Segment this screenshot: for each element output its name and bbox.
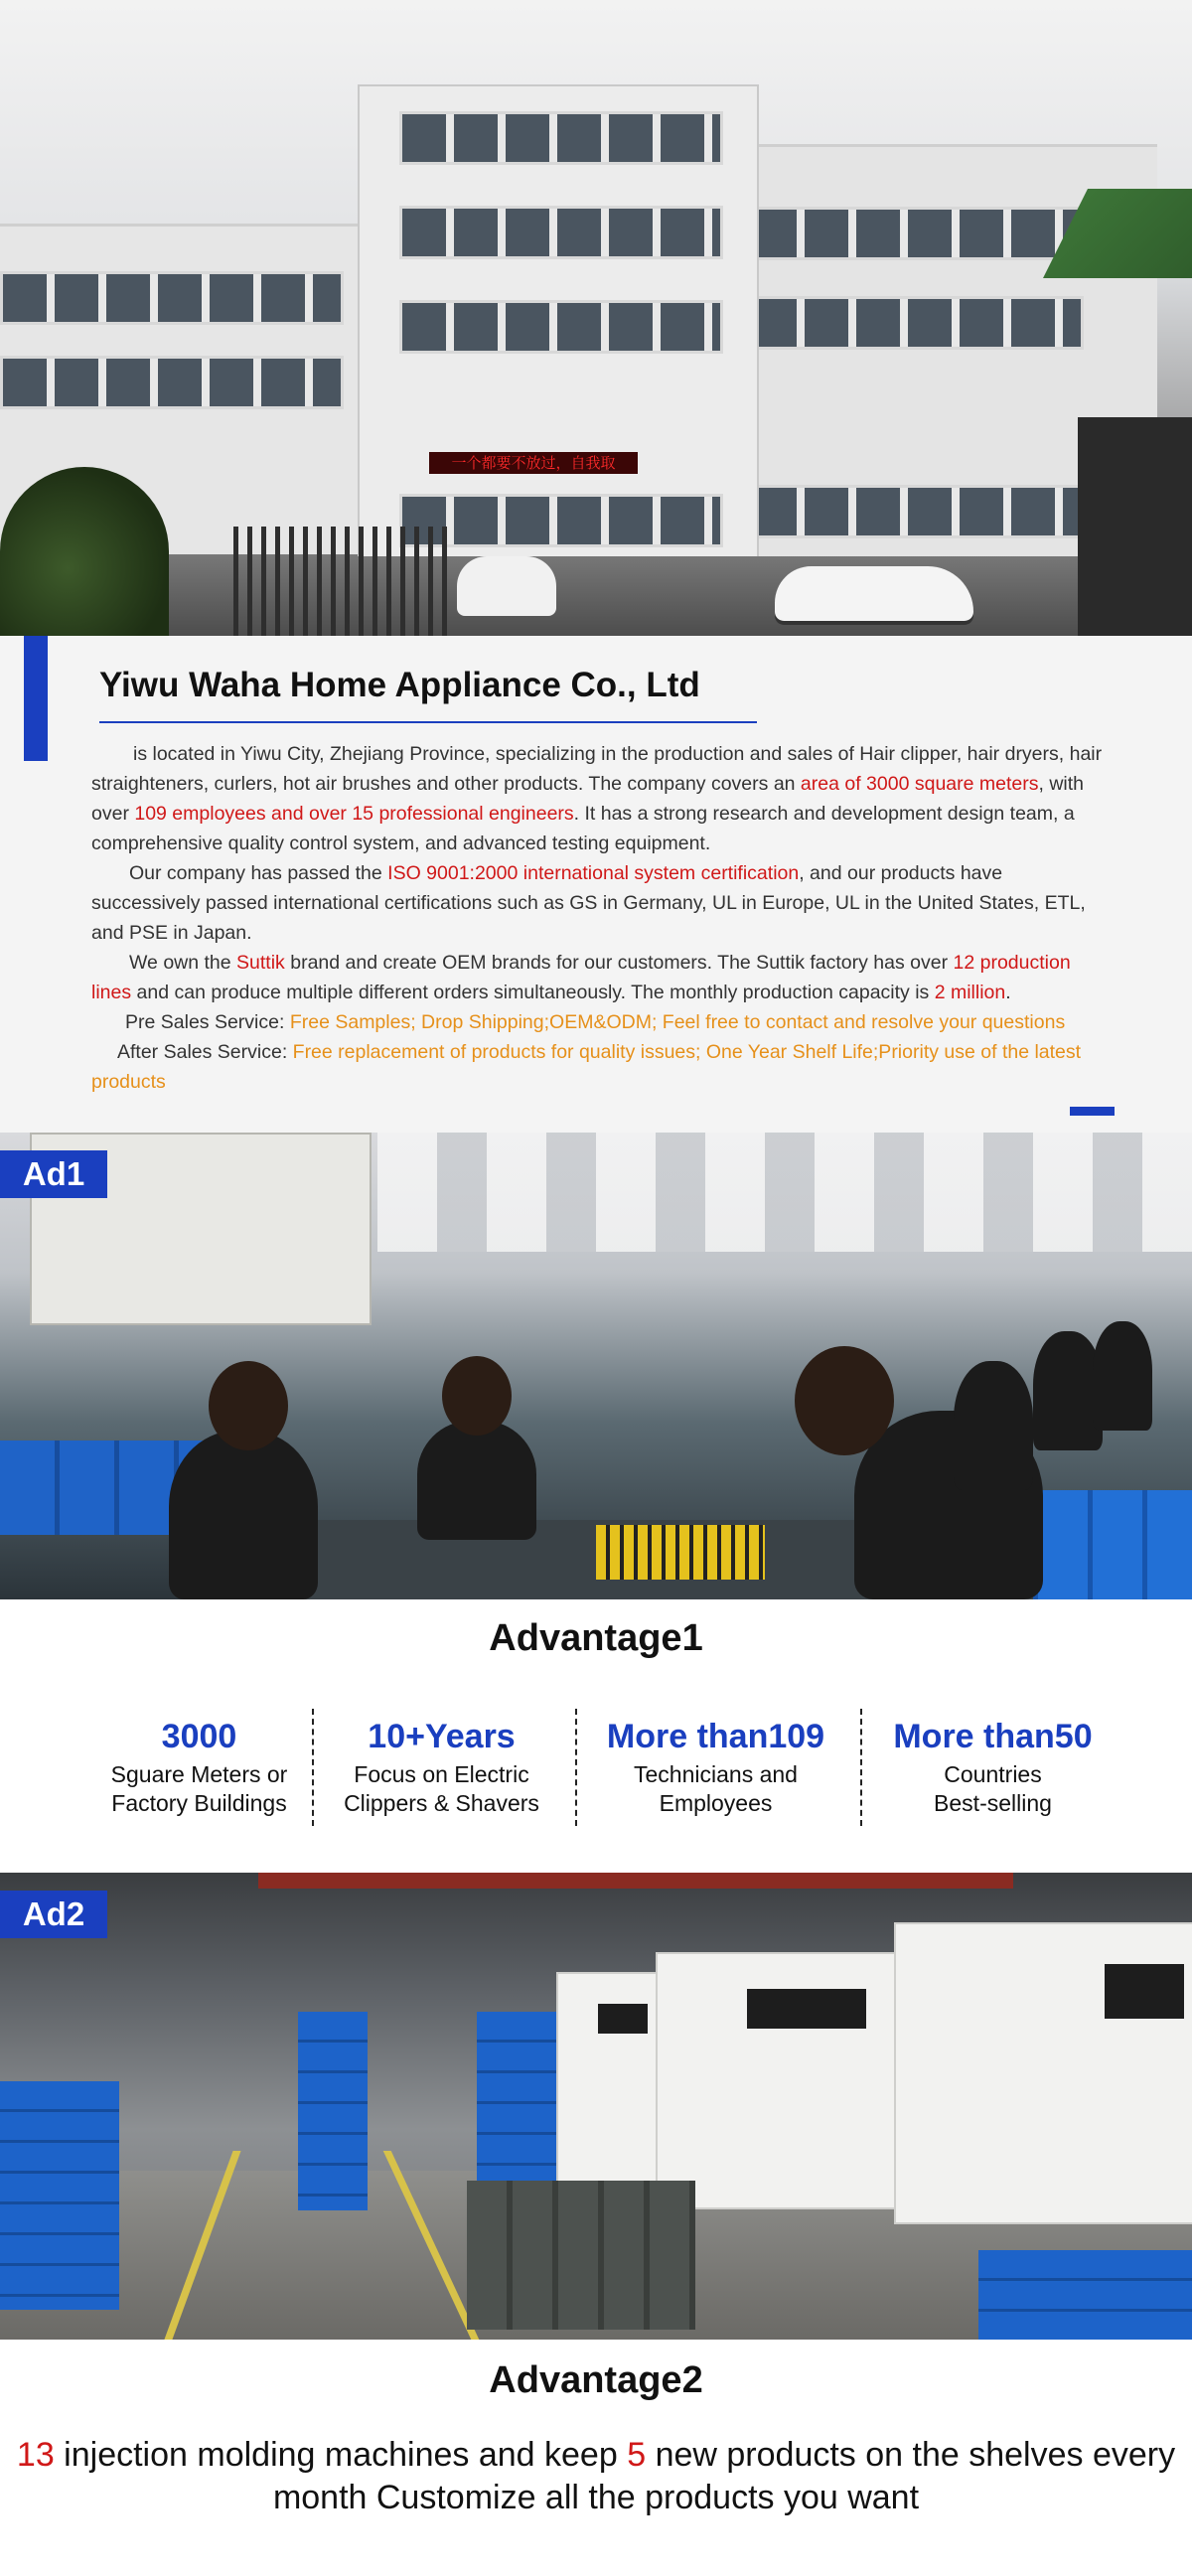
certification-paragraph: [91, 858, 1105, 948]
guard-booth: [1078, 417, 1192, 636]
blue-crate-stack: [477, 2012, 556, 2181]
highlighted-text: 13: [16, 2436, 55, 2474]
window-row: [399, 300, 723, 354]
assembly-workshop-photo: [0, 1133, 1192, 1599]
text-run: Pre Sales Service:: [125, 1011, 290, 1033]
window-row: [399, 206, 723, 259]
company-intro: [0, 636, 1192, 1133]
text-run: . It has a strong research and development design team, a comprehensive quality control system, and advanced testing equipment.: [91, 803, 1075, 854]
highlighted-text: ISO 9001:2000 international system certification: [387, 862, 800, 884]
parked-car: [457, 556, 556, 616]
machine-panel: [747, 1989, 866, 2029]
text-run: , and our products have successively passed international certifications such as GS in Germany, UL in Europe, UL in the United States, ETL, and PSE in Japan.: [91, 862, 1086, 944]
highlighted-text: area of 3000 square meters: [800, 773, 1039, 795]
advantage2-section: [0, 2340, 1192, 2576]
mold-blocks: [467, 2181, 695, 2330]
worker: [417, 1421, 536, 1540]
stat-countries: [861, 1717, 1124, 1818]
palm-tree: [0, 467, 169, 636]
advantage2-description: [0, 2434, 1192, 2519]
brand-paragraph: [91, 948, 1105, 1007]
worker-head: [209, 1361, 288, 1450]
company-description: [91, 739, 1105, 1097]
highlighted-text: Free replacement of products for quality issues; One Year Shelf Life;Priority use of the latest products: [91, 1041, 1082, 1093]
machine-panel: [598, 2004, 648, 2034]
highlighted-text: Free Samples; Drop Shipping;OEM&ODM; Feel free to contact and resolve your questions: [289, 1011, 1066, 1033]
stat-value: 3000: [161, 1718, 237, 1755]
highlighted-text: 109 employees and over 15 professional engineers: [134, 803, 574, 825]
ground: [0, 556, 1192, 636]
worker: [954, 1361, 1033, 1490]
ceiling-lights: [377, 1133, 1192, 1252]
intro-paragraph: [91, 739, 1105, 858]
worker-head: [442, 1356, 512, 1436]
retractable-gate: [233, 527, 452, 636]
stat-value: More than50: [893, 1718, 1093, 1755]
worker: [1093, 1321, 1152, 1431]
parked-car: [775, 566, 973, 621]
text-run: new products on the shelves every month Customize all the products you want: [272, 2436, 1176, 2516]
highlighted-text: Suttik: [236, 952, 285, 974]
ad1-badge: Ad1: [0, 1150, 107, 1198]
stat-description: Focus on Electric Clippers & Shavers: [344, 1761, 539, 1816]
text-run: .: [1005, 982, 1011, 1003]
stat-value: 10+Years: [368, 1718, 516, 1755]
company-name: Yiwu Waha Home Appliance Co., Ltd: [99, 666, 700, 704]
stat-employees: [584, 1717, 847, 1818]
factory-building-photo: [0, 0, 1192, 636]
accent-dash: [1070, 1107, 1115, 1116]
injection-machine: [656, 1952, 898, 2209]
worker-head: [795, 1346, 894, 1455]
stat-years: [310, 1717, 573, 1818]
highlighted-text: 5: [627, 2436, 647, 2474]
text-run: , with over: [91, 773, 1084, 825]
text-run: We own the: [129, 952, 237, 974]
highlighted-text: 12 production lines: [91, 952, 1071, 1003]
window-row: [750, 296, 1084, 350]
window-row: [750, 485, 1084, 538]
stat-factory-area: [68, 1717, 331, 1818]
stat-value: More than109: [606, 1718, 825, 1755]
text-run: is located in Yiwu City, Zhejiang Province, specializing in the production and sales of Hair clipper, hair dryers, hair straighteners, curlers, hot air brushes and other products. The company covers an: [91, 743, 1103, 795]
pre-sales-service: [91, 1007, 1105, 1037]
machine-panel: [1105, 1964, 1184, 2019]
stat-description: Countries Best-selling: [934, 1761, 1052, 1816]
text-run: and can produce multiple different orders simultaneously. The monthly production capacity is: [131, 982, 935, 1003]
text-run: Our company has passed the: [129, 862, 388, 884]
window-row: [399, 111, 723, 165]
blue-crate: [978, 2250, 1192, 2340]
highlighted-text: 2 million: [934, 982, 1006, 1003]
advantage1-section: [0, 1599, 1192, 1873]
injection-machine: [556, 1972, 670, 2204]
worker: [169, 1431, 318, 1599]
text-run: After Sales Service:: [117, 1041, 293, 1063]
after-sales-service: [91, 1037, 1105, 1097]
text-run: injection molding machines and keep: [54, 2436, 628, 2474]
blue-crate-stack: [0, 2081, 119, 2310]
injection-machine: [894, 1922, 1192, 2224]
ceiling-beam: [258, 1873, 1013, 1889]
stat-description: Sguare Meters or Factory Buildings: [110, 1761, 288, 1816]
text-run: brand and create OEM brands for our customers. The Suttik factory has over: [284, 952, 954, 974]
parts-tray: [596, 1525, 765, 1580]
window-row: [750, 207, 1084, 260]
accent-bar: [24, 636, 48, 761]
ad2-badge: Ad2: [0, 1891, 107, 1938]
title-underline: [99, 721, 757, 723]
advantage1-heading: Advantage1: [489, 1617, 703, 1659]
stat-description: Technicians and Employees: [634, 1761, 798, 1816]
window-row: [0, 271, 344, 325]
window-row: [0, 356, 344, 409]
dashed-divider: [575, 1709, 577, 1826]
advantage2-heading: Advantage2: [489, 2359, 703, 2401]
led-sign: 一个都要不放过，自我取: [429, 452, 638, 474]
blue-crate-stack: [298, 2012, 368, 2210]
injection-molding-photo: [0, 1873, 1192, 2340]
